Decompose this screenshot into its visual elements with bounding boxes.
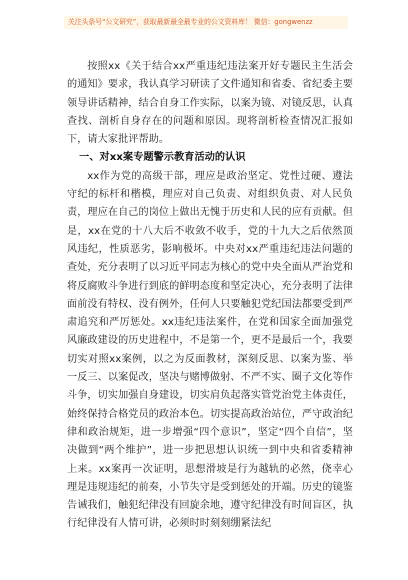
document-body [67,58,353,534]
intro-paragraph: 按照xx《关于结合xx严重违纪违法案开好专题民主生活会的通知》要求，我认真学习研读了文件通知和省委、省纪委主要领导讲话精神，结合自身工作实际，以案为镜、对镜反思，认真查找、剖析自身存在的问题和原因。现将剖析检查情况汇报如下，请大家批评帮助。 [67,61,353,146]
section-heading: 一、对xx案专题警示教育活动的认识 [79,152,246,164]
body-paragraph: xx作为党的高级干部，理应是政治坚定、党性过硬、遵法守纪的标杆和楷模，理应对自己负责、对组织负责、对人民负责，理应在自己的岗位上做出无愧于历史和人民的应有贡献。但是，xx在党的十八大后不收敛不收手，党的十九大之后依然顶风违纪，性质恶劣，影响极坏。中央对xx严重违纪违法问题的查处，充分表明了以习近平同志为核心的党中央全面从严治党和将反腐败斗争进行到底的鲜明态度和坚定决心，充分表明了法律面前没有特权、没有例外，任何人只要触犯党纪国法都要受到严肃追究和严厉惩处。xx违纪违法案件，在党和国家全面加强党风廉政建设的历史进程中，不是第一个，更不是最后一个，我要切实对照xx案例，以之为反面教材，深刻反思、以案为鉴、举一反三、以案促改，坚决与赌博做射、不严不实、圈子文化等作斗争，切实加强自身建设，切实肩负起落实管党治党主体责任，始终保持合格党员的政治本色。切实提高政治站位，严守政治纪律和政治规矩，进一步增强“四个意识”，坚定“四个自信”，坚决做到“两个维护”，进一步把思想认识统一到中央和省委精神上来。xx案再一次证明，思想滑坡是行为越轨的必然，侥幸心理是违规违纪的前奏，小节失守是受到惩处的开端。历史的镜鉴告诫我们，触犯纪律没有回旋余地，遵守纪律没有时间盲区，执行纪律没有人情可讲，必须时时刻刻绷紧法纪 [67,170,353,530]
top-banner: 关注头条号“公文研究”，获取最新最全最专业的公文资料库！ 微信：gongwenzz [64,16,348,29]
